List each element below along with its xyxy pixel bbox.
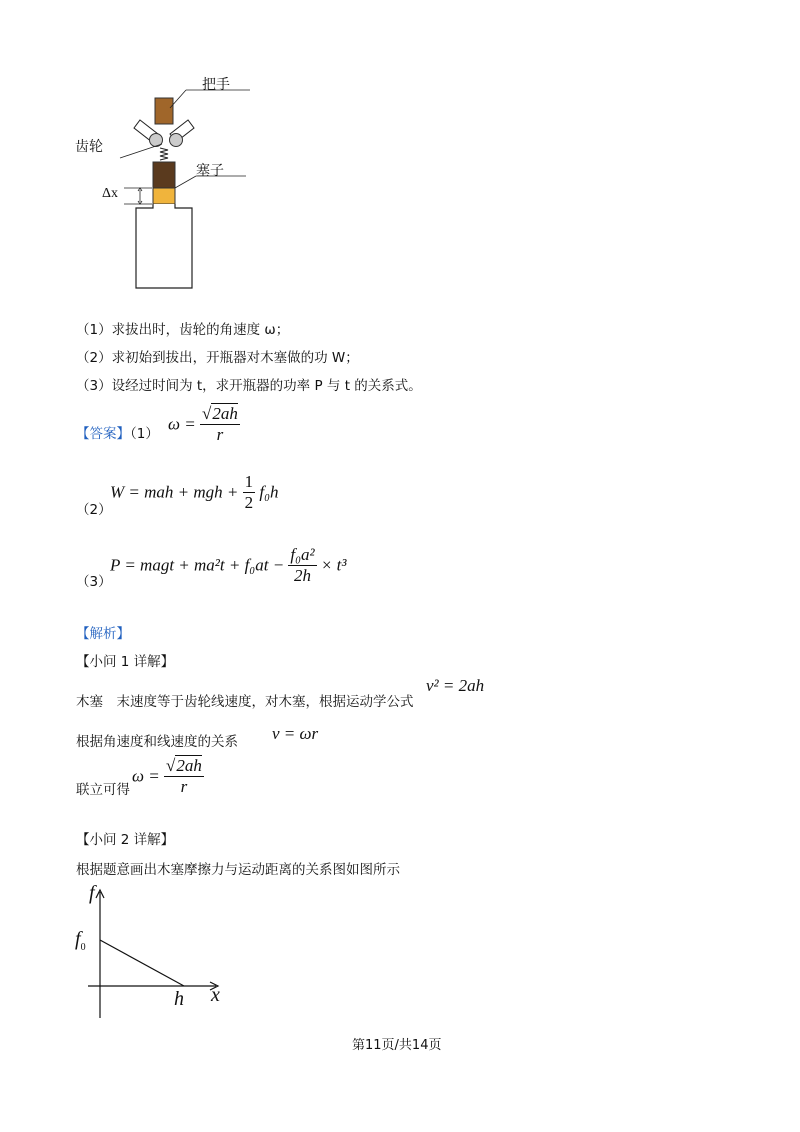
page-number: 第11页/共14页 — [352, 1038, 442, 1053]
question-1: （1）求拔出时，齿轮的角速度 ω； — [76, 322, 290, 338]
gear-right — [170, 134, 183, 147]
question-3: （3）设经过时间为 t，求开瓶器的功率 P 与 t 的关系式。 — [76, 378, 422, 394]
sub2-title: 【小问 2 详解】 — [76, 832, 175, 848]
handle-block — [155, 98, 173, 124]
answer-3-formula: P = magt + ma²t + f₀at − $\frac{\text{f₀a²}}{2h}$ × t³ — [110, 545, 347, 585]
question-2: （2）求初始到拔出，开瓶器对木塞做的功 W； — [76, 350, 359, 366]
opener-figure — [100, 60, 260, 296]
analysis-line-2: 根据角速度和线速度的关系 — [76, 734, 238, 750]
answer-2-formula: W = mah + mgh + $\frac{1}{2}$ f₀h — [110, 472, 279, 512]
formula-omega-result: ω = $\frac{√2ah}{r}$ — [132, 756, 202, 796]
analysis-tag: 【解析】 — [76, 626, 130, 642]
label-gear: 齿轮 — [75, 139, 103, 155]
stopper-bottom — [153, 188, 175, 204]
answer-tag: 【答案】 — [76, 426, 130, 442]
spring — [160, 148, 168, 160]
label-dx: Δx — [102, 186, 119, 201]
graph-y-label: f — [89, 882, 95, 904]
analysis-line-1: 木塞 末速度等于齿轮线速度，对木塞，根据运动学公式 — [76, 694, 414, 710]
formula-v2: v² = 2ah — [426, 676, 485, 695]
label-handle: 把手 — [202, 77, 230, 93]
answer-line-1: 【答案】（1） — [76, 426, 159, 442]
stopper-top — [153, 162, 175, 188]
analysis-line-4: 根据题意画出木塞摩擦力与运动距离的关系图如图所示 — [76, 862, 400, 878]
graph-x-label: x — [211, 984, 220, 1006]
answer-3-num: （3） — [76, 574, 112, 590]
answer-1-formula: ω = $\frac{√2ah}{r}$ — [168, 404, 238, 444]
bottle — [136, 204, 192, 288]
answer-2-num: （2） — [76, 502, 112, 518]
sub1-title: 【小问 1 详解】 — [76, 654, 175, 670]
graph-h-label: h — [174, 988, 184, 1010]
label-stopper: 塞子 — [196, 163, 224, 179]
analysis-line-3: 联立可得 — [76, 782, 130, 798]
formula-v-omega-r: v = ωr — [272, 724, 319, 743]
friction-line — [100, 940, 184, 986]
graph-f0-label: $f_0$ — [75, 928, 86, 953]
